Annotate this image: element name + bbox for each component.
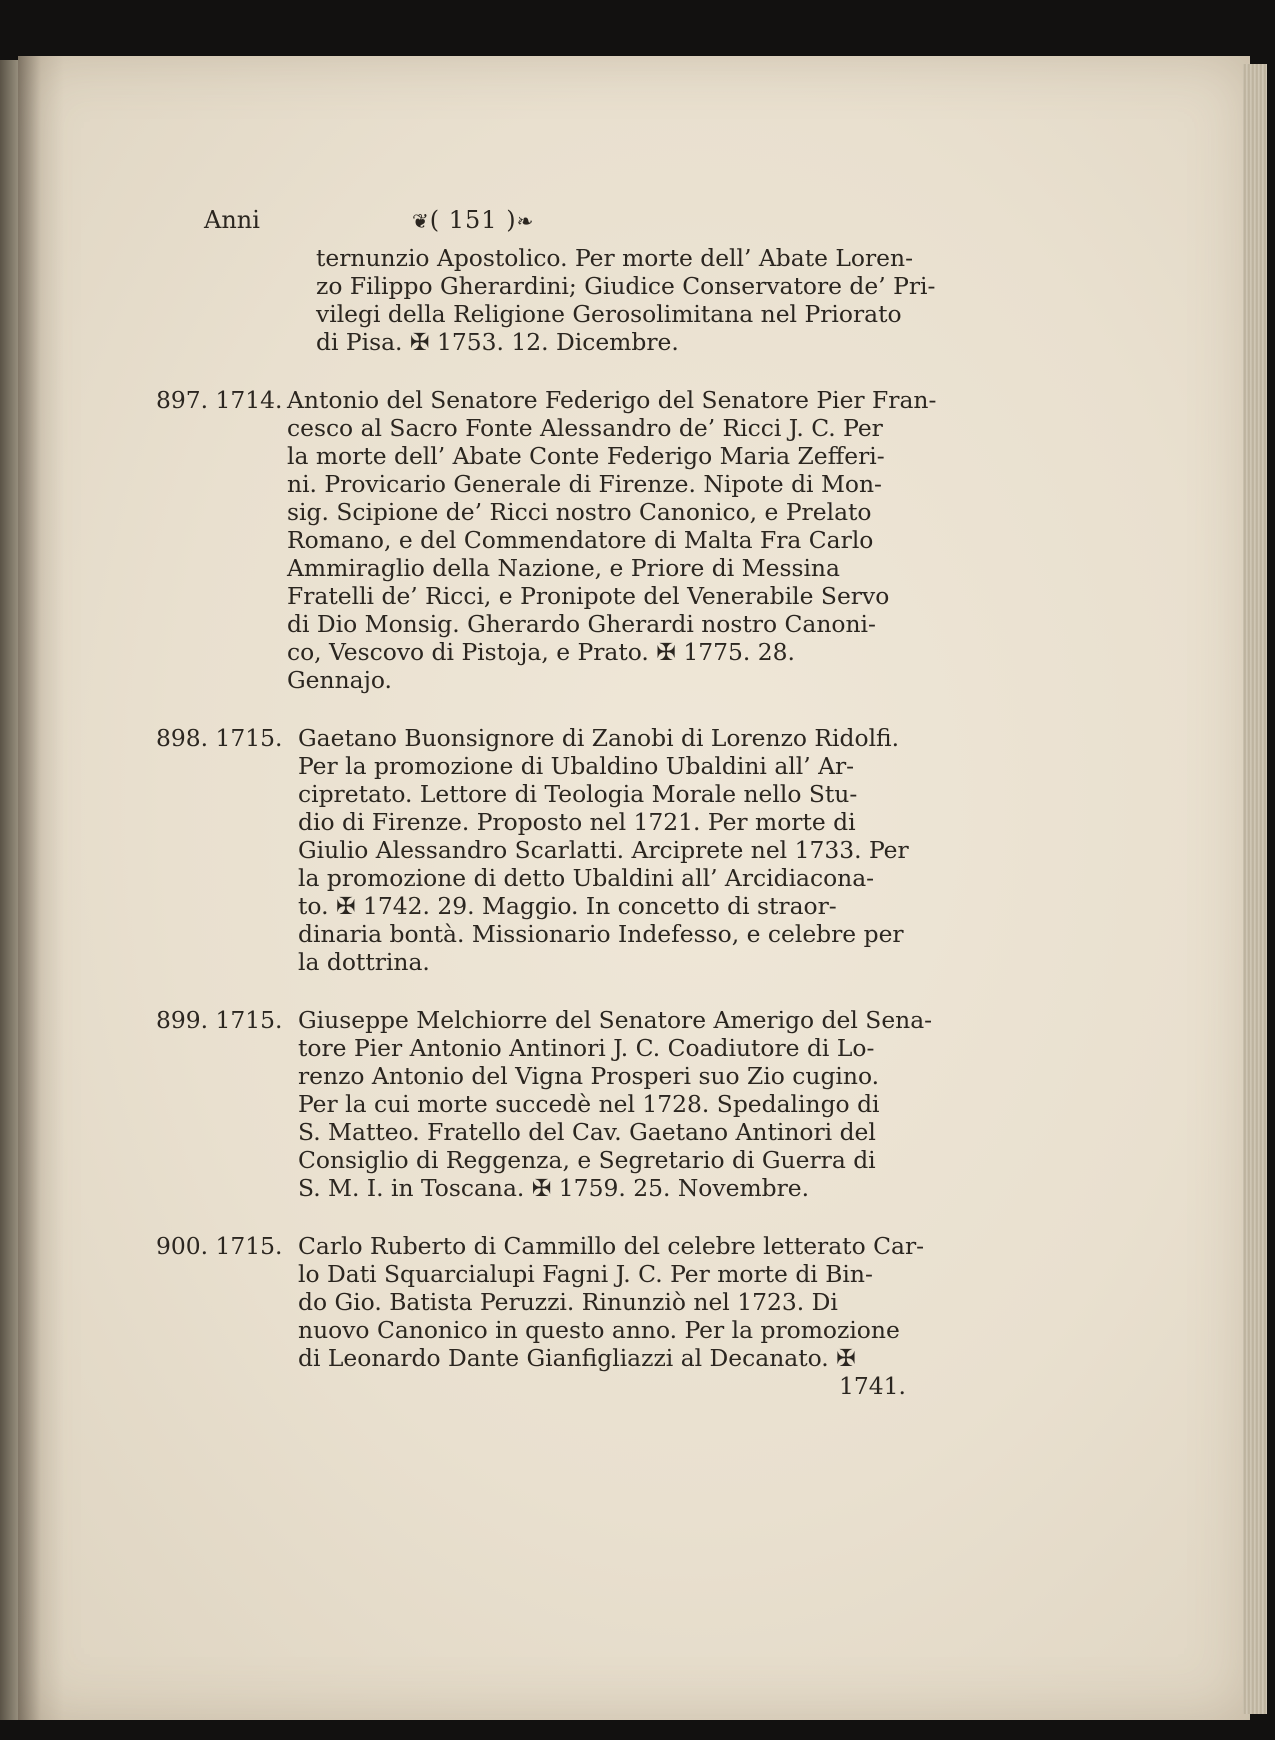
text-line: dio di Firenze. Proposto nel 1721. Per morte di: [298, 808, 856, 836]
page-header: [204, 206, 894, 246]
text-line: di Leonardo Dante Gianfigliazzi al Decanato. ✠: [298, 1344, 856, 1372]
entry-continuation: [156, 244, 936, 356]
text-line: vilegi della Religione Gerosolimitana nel Priorato: [316, 300, 902, 328]
ornament-right-icon: ❧: [516, 209, 535, 233]
text-line: Antonio del Senatore Federigo del Senatore Pier Fran-: [287, 386, 937, 414]
text-line: zo Filippo Gherardini; Giudice Conservatore de’ Pri-: [316, 272, 936, 300]
text-line: Gennajo.: [287, 666, 392, 694]
text-line: tore Pier Antonio Antinori J. C. Coadiutore di Lo-: [298, 1034, 875, 1062]
text-line: cipretato. Lettore di Teologia Morale nello Stu-: [298, 780, 858, 808]
entry-897: [156, 386, 937, 694]
text-line: sig. Scipione de’ Ricci nostro Canonico, e Prelato: [287, 498, 872, 526]
text-line: Gaetano Buonsignore di Zanobi di Lorenzo Ridolfi.: [298, 724, 900, 752]
page-stack-edges: [1243, 64, 1267, 1714]
text-line: Per la promozione di Ubaldino Ubaldini all’ Ar-: [298, 752, 855, 780]
text-line: lo Dati Squarcialupi Fagni J. C. Per morte di Bin-: [298, 1260, 873, 1288]
text-line: Per la cui morte succedè nel 1728. Spedalingo di: [298, 1090, 880, 1118]
text-line: Consiglio di Reggenza, e Segretario di Guerra di: [298, 1146, 876, 1174]
text-line: nuovo Canonico in questo anno. Per la promozione: [298, 1316, 900, 1344]
entry-number: 898. 1715.: [156, 724, 283, 752]
running-head: Anni: [204, 206, 260, 234]
text-line: di Dio Monsig. Gherardo Gherardi nostro Canoni-: [287, 610, 876, 638]
text-line: Romano, e del Commendatore di Malta Fra Carlo: [287, 526, 874, 554]
page-gutter-shadow: [18, 56, 64, 1720]
text-line: Ammiraglio della Nazione, e Priore di Messina: [287, 554, 840, 582]
text-line: Giuseppe Melchiorre del Senatore Amerigo del Sena-: [298, 1006, 933, 1034]
entry-number: 897. 1714.: [156, 386, 283, 414]
ornament-left-icon: ❦: [412, 209, 430, 233]
text-line: S. Matteo. Fratello del Cav. Gaetano Antinori del: [298, 1118, 876, 1146]
text-line: la dottrina.: [298, 948, 430, 976]
entry-898: [156, 724, 909, 976]
text-line: di Pisa. ✠ 1753. 12. Dicembre.: [316, 328, 679, 356]
text-line: ternunzio Apostolico. Per morte dell’ Abate Loren-: [316, 244, 913, 272]
text-line-final: 1741.: [839, 1372, 906, 1400]
folio-number: [412, 206, 534, 234]
text-line: dinaria bontà. Missionario Indefesso, e celebre per: [298, 920, 904, 948]
text-line: ni. Provicario Generale di Firenze. Nipote di Mon-: [287, 470, 882, 498]
entry-number: 900. 1715.: [156, 1232, 283, 1260]
page-body: [156, 244, 937, 1430]
text-line: Fratelli de’ Ricci, e Pronipote del Venerabile Servo: [287, 582, 890, 610]
text-line: cesco al Sacro Fonte Alessandro de’ Ricci J. C. Per: [287, 414, 883, 442]
text-line: renzo Antonio del Vigna Prosperi suo Zio cugino.: [298, 1062, 880, 1090]
text-line: Giulio Alessandro Scarlatti. Arciprete nel 1733. Per: [298, 836, 909, 864]
text-line: co, Vescovo di Pistoja, e Prato. ✠ 1775. 28.: [287, 638, 795, 666]
text-line: do Gio. Batista Peruzzi. Rinunziò nel 1723. Di: [298, 1288, 838, 1316]
text-line: to. ✠ 1742. 29. Maggio. In concetto di straor-: [298, 892, 837, 920]
entry-899: [156, 1006, 933, 1202]
entry-number: 899. 1715.: [156, 1006, 283, 1034]
text-line: la morte dell’ Abate Conte Federigo Maria Zefferi-: [287, 442, 885, 470]
text-line: la promozione di detto Ubaldini all’ Arcidiacona-: [298, 864, 875, 892]
text-line: Carlo Ruberto di Cammillo del celebre letterato Car-: [298, 1232, 925, 1260]
text-line: S. M. I. in Toscana. ✠ 1759. 25. Novembre.: [298, 1174, 810, 1202]
entry-900: [156, 1232, 925, 1400]
page-number: ( 151 ): [429, 206, 517, 234]
